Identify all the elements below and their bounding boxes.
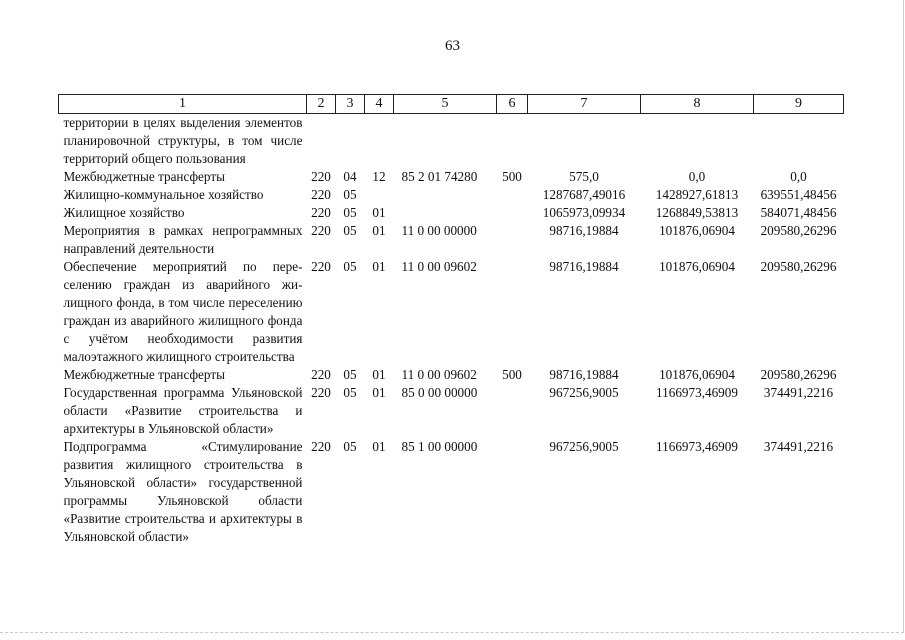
- table-row: [59, 366, 844, 384]
- header-col-7: 7: [528, 95, 641, 114]
- table-row: [59, 438, 844, 546]
- page-number: 63: [445, 38, 460, 54]
- row-amount-3-cell: 584071,48456: [760, 205, 837, 220]
- row-amount-2-cell: 1166973,46909: [656, 439, 738, 454]
- row-amount-3-cell: 374491,2216: [763, 385, 834, 400]
- row-expense-type-cell: 500: [502, 169, 522, 184]
- row-subsection-cell: 01: [372, 367, 386, 382]
- row-amount-2-cell: 1166973,46909: [656, 385, 738, 400]
- row-name-cell: Межбюджетные трансферты: [63, 367, 225, 382]
- header-col-3: 3: [336, 95, 365, 114]
- row-target-article-cell: 11 0 00 09602: [401, 367, 477, 382]
- row-grbs-cell: 220: [311, 367, 331, 382]
- row-grbs-cell: [307, 114, 336, 169]
- row-grbs-cell: 220: [311, 439, 331, 454]
- row-section-cell: [336, 114, 365, 169]
- row-amount-2-cell: [641, 114, 754, 169]
- row-subsection-cell: 01: [372, 259, 386, 274]
- row-amount-1-cell: [528, 114, 641, 169]
- row-amount-1-cell: 1287687,49016: [542, 187, 626, 202]
- row-expense-type-cell: 500: [502, 367, 522, 382]
- row-section-cell: 05: [343, 439, 357, 454]
- row-target-article-cell: 85 0 00 00000: [401, 385, 478, 400]
- table-body: [59, 114, 844, 547]
- row-expense-type-cell: [497, 384, 528, 438]
- table-row: [59, 258, 844, 366]
- row-target-article-cell: 85 1 00 00000: [401, 439, 478, 454]
- row-name-cell: территории в целях выделения элементов планировочной структуры, в том числе территорий общего пользования: [63, 115, 303, 166]
- row-subsection-cell: 01: [372, 205, 386, 220]
- row-subsection-cell: 01: [372, 223, 386, 238]
- row-name-cell: Жилищно-коммунальное хозяйство: [63, 187, 264, 202]
- row-subsection-cell: 01: [372, 385, 386, 400]
- row-subsection-cell: [365, 186, 394, 204]
- row-grbs-cell: 220: [311, 223, 331, 238]
- row-subsection-cell: 12: [372, 169, 386, 184]
- row-amount-3-cell: 209580,26296: [760, 223, 837, 238]
- table-row: [59, 204, 844, 222]
- table-header: [59, 95, 844, 114]
- row-expense-type-cell: [497, 438, 528, 546]
- row-name-cell: Межбюджетные трансферты: [63, 169, 225, 184]
- row-expense-type-cell: [497, 186, 528, 204]
- table-row: [59, 168, 844, 186]
- row-amount-2-cell: 1428927,61813: [655, 187, 739, 202]
- row-subsection-cell: [365, 114, 394, 169]
- row-target-article-cell: [394, 186, 497, 204]
- row-expense-type-cell: [497, 222, 528, 258]
- row-amount-2-cell: 1268849,53813: [655, 205, 739, 220]
- table-row: [59, 222, 844, 258]
- header-col-1: 1: [59, 95, 307, 114]
- budget-table: [58, 94, 844, 546]
- row-amount-2-cell: 0,0: [688, 169, 706, 184]
- header-row: [59, 95, 844, 114]
- row-grbs-cell: 220: [311, 169, 331, 184]
- row-amount-1-cell: 575,0: [569, 169, 599, 184]
- row-amount-3-cell: [754, 114, 844, 169]
- row-amount-1-cell: 967256,9005: [549, 385, 619, 400]
- row-section-cell: 04: [343, 169, 357, 184]
- row-expense-type-cell: [497, 204, 528, 222]
- header-col-8: 8: [641, 95, 754, 114]
- row-name-cell: Обеспечение мероприятий по переселению граждан из аварийного жилищного фонда, в том числе переселению граждан из аварийного жилищного фонда с учётом необходимости развития малоэтажного жилищного строительства: [63, 259, 303, 364]
- row-section-cell: 05: [343, 223, 357, 238]
- row-name-cell: Государственная программа Ульяновской области «Развитие строительства и архитектуры в Ульяновской области»: [63, 385, 303, 436]
- table-row: [59, 114, 844, 169]
- row-grbs-cell: 220: [311, 259, 331, 274]
- row-section-cell: 05: [343, 367, 357, 382]
- row-section-cell: 05: [343, 385, 357, 400]
- row-section-cell: 05: [343, 205, 357, 220]
- row-amount-2-cell: 101876,06904: [659, 259, 735, 274]
- header-col-4: 4: [365, 95, 394, 114]
- row-target-article-cell: 11 0 00 00000: [401, 223, 477, 238]
- row-target-article-cell: 11 0 00 09602: [401, 259, 477, 274]
- row-target-article-cell: 85 2 01 74280: [401, 169, 478, 184]
- row-subsection-cell: 01: [372, 439, 386, 454]
- header-col-6: 6: [497, 95, 528, 114]
- row-amount-3-cell: 209580,26296: [760, 367, 837, 382]
- row-section-cell: 05: [343, 187, 357, 202]
- row-name-cell: Мероприятия в рамках непрограммных направлений деятельности: [63, 223, 303, 256]
- table-row: [59, 384, 844, 438]
- row-amount-2-cell: 101876,06904: [659, 367, 735, 382]
- row-grbs-cell: 220: [311, 187, 331, 202]
- row-amount-3-cell: 374491,2216: [763, 439, 834, 454]
- table-row: [59, 186, 844, 204]
- row-amount-1-cell: 98716,19884: [549, 259, 619, 274]
- row-amount-2-cell: 101876,06904: [659, 223, 735, 238]
- row-amount-3-cell: 639551,48456: [760, 187, 837, 202]
- row-name-cell: Подпрограмма «Стимулирование развития жилищного строительства в Ульяновской области» государственной программы Ульяновской области «Развитие строительства и архитектуры в Ульяновской области»: [63, 439, 303, 544]
- row-amount-3-cell: 0,0: [790, 169, 807, 184]
- header-col-5: 5: [394, 95, 497, 114]
- header-col-9: 9: [754, 95, 844, 114]
- row-expense-type-cell: [497, 114, 528, 169]
- row-expense-type-cell: [497, 258, 528, 366]
- row-grbs-cell: 220: [311, 205, 331, 220]
- header-col-2: 2: [307, 95, 336, 114]
- row-amount-1-cell: 967256,9005: [549, 439, 619, 454]
- row-amount-3-cell: 209580,26296: [760, 259, 837, 274]
- row-amount-1-cell: 98716,19884: [549, 367, 619, 382]
- row-amount-1-cell: 98716,19884: [549, 223, 619, 238]
- row-amount-1-cell: 1065973,09934: [542, 205, 626, 220]
- row-target-article-cell: [394, 204, 497, 222]
- row-grbs-cell: 220: [311, 385, 331, 400]
- row-name-cell: Жилищное хозяйство: [63, 205, 185, 220]
- row-section-cell: 05: [343, 259, 357, 274]
- row-target-article-cell: [394, 114, 497, 169]
